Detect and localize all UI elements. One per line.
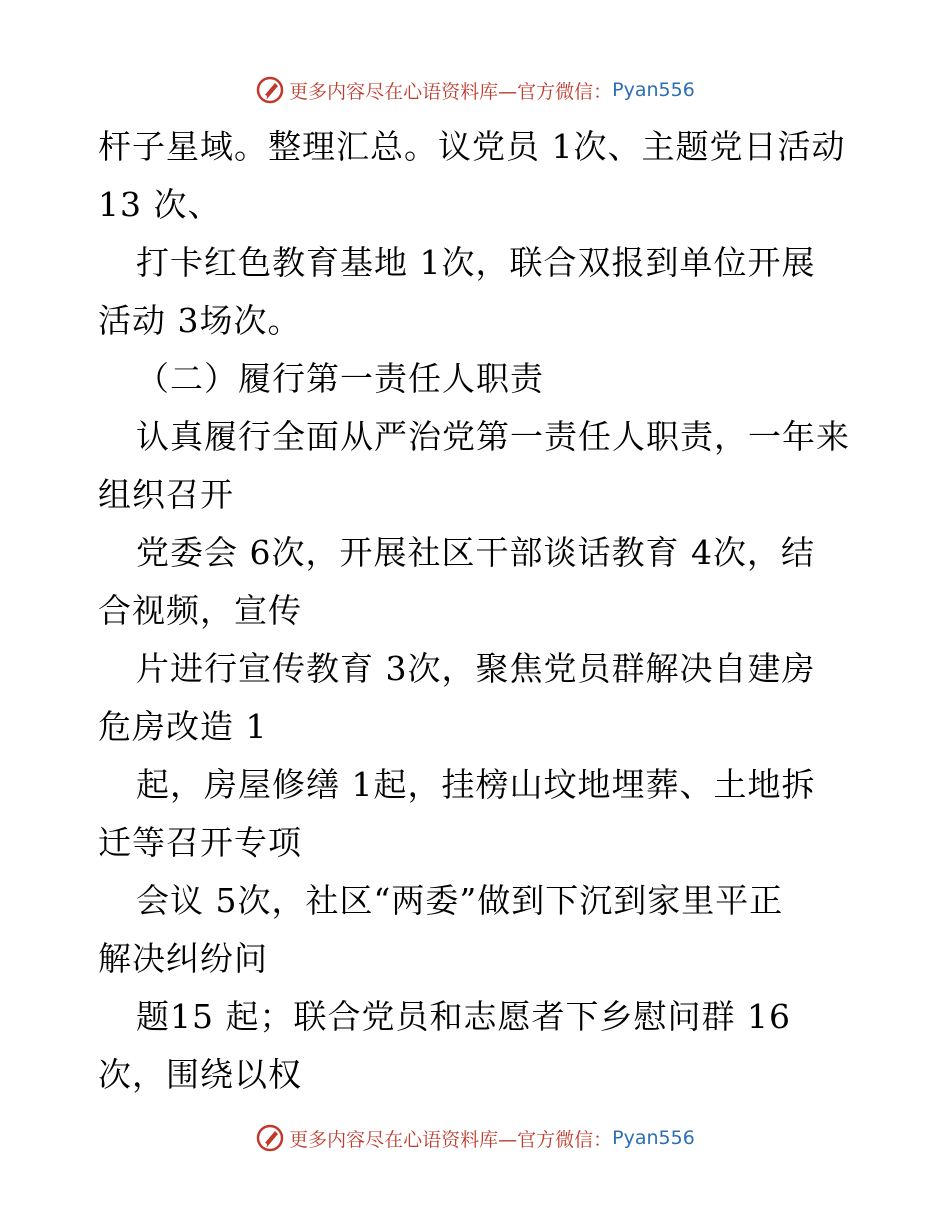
body-line: 13 次、: [98, 185, 222, 224]
body-line: 片进行宣传教育 3次，聚焦党员群解决自建房: [136, 649, 816, 688]
body-line: 组织召开: [98, 475, 234, 514]
footer-watermark: [0, 1118, 950, 1158]
body-line: 迁等召开专项: [98, 823, 302, 862]
document-body: [98, 118, 868, 1104]
watermark-prefix-text: 更多内容尽在心语资料库—官方微信：: [289, 1128, 613, 1151]
body-line: 危房改造 1: [98, 707, 268, 746]
body-line: 认真履行全面从严治党第一责任人职责，一年来: [136, 417, 850, 456]
body-line: 会议 5次，社区“两委”做到下沉到家里平正: [136, 881, 784, 920]
watermark-prefix-text: 更多内容尽在心语资料库—官方微信：: [289, 80, 613, 103]
body-line: 次，围绕以权: [98, 1055, 302, 1094]
body-line: 活动 3场次。: [98, 301, 302, 340]
watermark-brand-text: Pyan556: [612, 1127, 695, 1149]
pen-seal-icon: [255, 75, 285, 105]
body-line: 解决纠纷问: [98, 939, 268, 978]
pen-seal-icon: [255, 1123, 285, 1153]
body-line: 杆子星域。整理汇总。议党员 1次、主题党日活动: [98, 127, 846, 166]
section-heading: （二）履行第一责任人职责: [136, 359, 544, 398]
body-line: 打卡红色教育基地 1次，联合双报到单位开展: [136, 243, 816, 282]
watermark-brand-text: Pyan556: [612, 79, 695, 101]
body-line: 党委会 6次，开展社区干部谈话教育 4次，结: [136, 533, 815, 572]
header-watermark: [0, 70, 950, 110]
body-line: 合视频，宣传: [98, 591, 302, 630]
body-line: 起，房屋修缮 1起，挂榜山坟地埋葬、土地拆: [136, 765, 816, 804]
body-line: 题15 起；联合党员和志愿者下乡慰问群 16: [136, 997, 791, 1036]
